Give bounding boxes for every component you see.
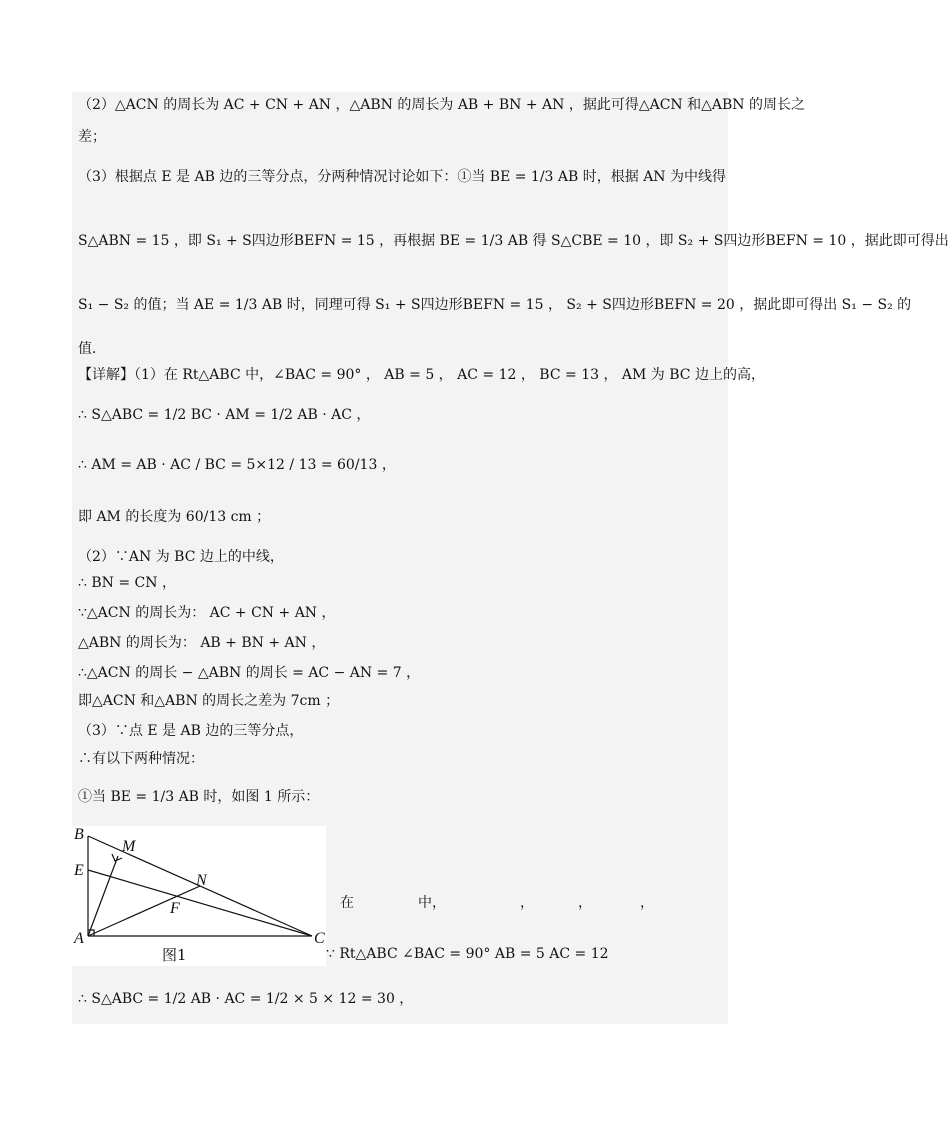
label-a: A bbox=[74, 930, 84, 947]
label-f: F bbox=[170, 900, 180, 917]
comma-2: ， bbox=[578, 895, 592, 911]
label-m: M bbox=[122, 838, 136, 855]
label-c: C bbox=[314, 930, 325, 947]
figure-caption: 图1 bbox=[162, 946, 187, 964]
line-detail-12: ∴有以下两种情况： bbox=[78, 751, 204, 767]
given-conditions: ∵ Rt△ABC ∠BAC = 90° AB = 5 AC = 12 bbox=[326, 946, 609, 962]
line-detail-13: ①当 BE = 1/3 AB 时，如图 1 所示： bbox=[78, 789, 320, 805]
text-zai: 在 bbox=[340, 895, 354, 911]
line-p3-hint-2: S△ABN = 15 ，即 S₁ + S四边形BEFN = 15 ，再根据 BE = 1/3 AB 得 S△CBE = 10 ，即 S₂ + S四边形BEFN = 10 ，据此即可得出 bbox=[78, 233, 949, 249]
triangle-diagram bbox=[72, 826, 326, 966]
line-detail-11: （3）∵点 E 是 AB 边的三等分点， bbox=[78, 723, 304, 739]
line-p3-hint: （3）根据点 E 是 AB 边的三等分点，分两种情况讨论如下：①当 BE = 1/3 AB 时，根据 AN 为中线得 bbox=[78, 169, 727, 185]
label-n: N bbox=[196, 872, 207, 889]
line-detail-7: ∵△ACN 的周长为： AC + CN + AN ， bbox=[78, 605, 336, 621]
label-b: B bbox=[74, 826, 84, 843]
line-detail-1: 【详解】（1）在 Rt△ABC 中，∠BAC = 90° ， AB = 5 ， AC = 12 ， BC = 13 ， AM 为 BC 边上的高， bbox=[78, 367, 765, 383]
line-detail-6: ∴ BN = CN ， bbox=[78, 575, 176, 591]
text-zhong: 中， bbox=[418, 895, 446, 911]
line-p3-hint-3: S₁ − S₂ 的值；当 AE = 1/3 AB 时，同理可得 S₁ + S四边形BEFN = 15 ， S₂ + S四边形BEFN = 20 ，据此即可得出 S₁ − S₂ 的 bbox=[78, 297, 912, 313]
line-detail-5: （2）∵AN 为 BC 边上的中线， bbox=[78, 549, 284, 565]
line-detail-8: △ABN 的周长为： AB + BN + AN ， bbox=[78, 635, 326, 651]
figure-1 bbox=[72, 826, 326, 966]
line-p3-hint-4: 值． bbox=[78, 341, 106, 357]
line-detail-10: 即△ACN 和△ABN 的周长之差为 7cm ； bbox=[78, 693, 340, 709]
line-detail-9: ∴△ACN 的周长 − △ABN 的周长 = AC − AN = 7 ， bbox=[78, 665, 421, 681]
segment-an bbox=[88, 886, 200, 936]
label-e: E bbox=[74, 862, 84, 879]
line-p2-hint-2: 差； bbox=[78, 129, 106, 145]
comma-3: ， bbox=[640, 895, 654, 911]
line-detail-14: ∴ S△ABC = 1/2 AB · AC = 1/2 × 5 × 12 = 30 ， bbox=[78, 991, 414, 1007]
line-detail-4: 即 AM 的长度为 60/13 cm ； bbox=[78, 509, 271, 525]
line-p2-hint: （2）△ACN 的周长为 AC + CN + AN ，△ABN 的周长为 AB + BN + AN ，据此可得△ACN 和△ABN 的周长之 bbox=[78, 97, 805, 113]
line-detail-3: ∴ AM = AB · AC / BC = 5×12 / 13 = 60/13 ， bbox=[78, 457, 396, 473]
line-detail-2: ∴ S△ABC = 1/2 BC · AM = 1/2 AB · AC ， bbox=[78, 407, 371, 423]
comma-1: ， bbox=[520, 895, 534, 911]
